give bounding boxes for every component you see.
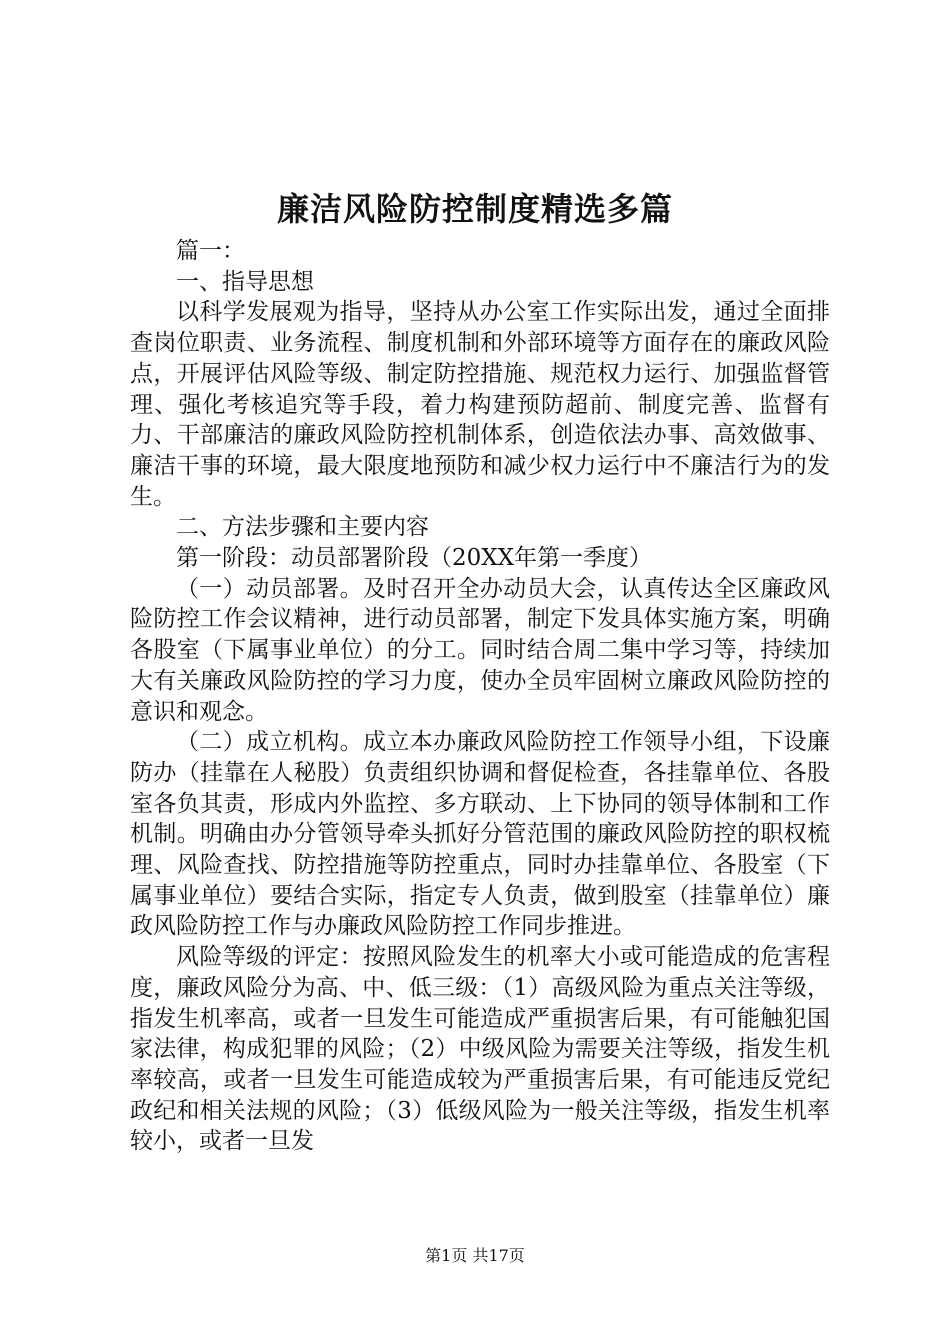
page-footer: 第1页 共17页 [425, 1246, 525, 1265]
paragraph-risk-levels: 风险等级的评定：按照风险发生的机率大小或可能造成的危害程度，廉政风险分为高、中、低三级：（1）高级风险为重点关注等级，指发生机率高，或者一旦发生可能造成严重损害后果，有可能触犯国家法律，构成犯罪的风险；（2）中级风险为需要关注等级，指发生机率较高，或者一旦发生可能造成较为严重损害后果，有可能违反党纪政纪和相关法规的风险；（3）低级风险为一般关注等级，指发生机率较小，或者一旦发 [130, 944, 830, 1155]
paragraph-guiding-thought-text: 以科学发展观为指导，坚持从办公室工作实际出发，通过全面排查岗位职责、业务流程、制度机制和外部环境等方面存在的廉政风险点，开展评估风险等级、制定防控措施、规范权力运行、加强监督管理、强化考核追究等手段，着力构建预防超前、制度完善、监督有力、干部廉洁的廉政风险防控机制体系，创造依法办事、高效做事、廉洁干事的环境，最大限度地预防和减少权力运行中不廉洁行为的发生。 [130, 299, 830, 510]
paragraph-heading-methods: 二、方法步骤和主要内容 [176, 514, 429, 541]
paragraph-establish-agency: （二）成立机构。成立本办廉政风险防控工作领导小组，下设廉防办（挂靠在人秘股）负责组织协调和督促检查，各挂靠单位、各股室各负其责，形成内外监控、多方联动、上下协同的领导体制和工作机制。明确由办分管领导牵头抓好分管范围的廉政风险防控的职权梳理、风险查找、防控措施等防控重点，同时办挂靠单位、各股室（下属事业单位）要结合实际，指定专人负责，做到股室（挂靠单位）廉政风险防控工作与办廉政风险防控工作同步推进。 [130, 729, 830, 940]
paragraph-mobilization: （一）动员部署。及时召开全办动员大会，认真传达全区廉政风险防控工作会议精神，进行动员部署，制定下发具体实施方案，明确各股室（下属事业单位）的分工。同时结合周二集中学习等，持续加大有关廉政风险防控的学习力度，使办全员牢固树立廉政风险防控的意识和观念。 [130, 575, 830, 725]
document-title: 廉洁风险防控制度精选多篇 [276, 190, 673, 228]
paragraph-stage-one: 第一阶段：动员部署阶段（20XX年第一季度） [176, 545, 653, 572]
paragraph-heading-guiding-thought: 一、指导思想 [176, 268, 314, 295]
paragraph-section-label: 篇一： [176, 238, 245, 264]
document-body [130, 236, 830, 1157]
